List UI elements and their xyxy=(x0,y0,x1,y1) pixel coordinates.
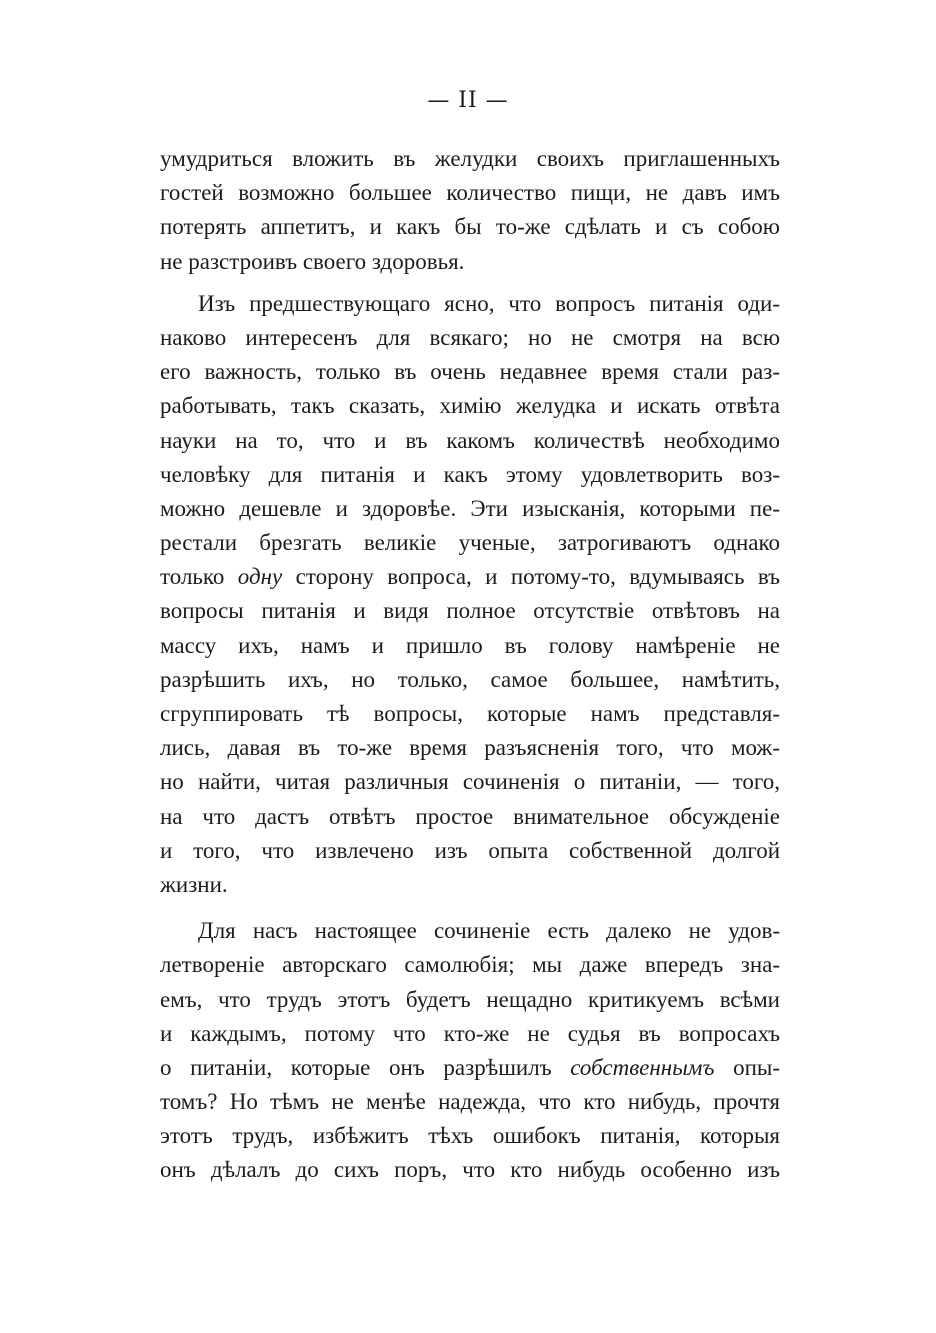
line-text: сторону вопроса, и потому-то, вдумываясь въ xyxy=(282,564,780,590)
text-line: науки на то, что и въ какомъ количествѣ необходимо xyxy=(160,427,780,453)
text-line: не разстроивъ своего здоровья. xyxy=(160,248,465,274)
text-line-with-italic xyxy=(160,1051,780,1085)
text-line: жизни. xyxy=(160,871,228,897)
text-line: умудриться вложить въ желудки своихъ приглашенныхъ xyxy=(160,146,780,171)
line-text: опы- xyxy=(714,1054,781,1080)
text-line: томъ? Но тѣмъ не менѣе надежда, что кто нибудь, прочтя xyxy=(160,1089,780,1115)
body-text xyxy=(160,142,780,1188)
line-text: только xyxy=(160,564,238,590)
text-line: можно дешевле и здоровѣе. Эти изысканія, которыми пе- xyxy=(160,495,780,521)
page-number: — II — xyxy=(427,88,509,113)
text-line: разрѣшить ихъ, но только, самое большее, намѣтить, xyxy=(160,666,780,692)
text-line: онъ дѣлалъ до сихъ поръ, что кто нибудь особенно изъ xyxy=(160,1157,780,1183)
text-line: массу ихъ, намъ и пришло въ голову намѣреніе не xyxy=(160,632,780,658)
text-line: гостей возможно большее количество пищи, не давъ имъ xyxy=(160,180,780,206)
text-line: человѣку для питанія и какъ этому удовлетворить воз- xyxy=(160,461,780,487)
text-line: емъ, что трудъ этотъ будетъ нещадно критикуемъ всѣми xyxy=(160,986,780,1012)
text-line: этотъ трудъ, избѣжитъ тѣхъ ошибокъ питанія, которыя xyxy=(160,1123,780,1149)
text-line: летвореніе авторскаго самолюбія; мы даже впередъ зна- xyxy=(160,952,780,978)
text-line: лись, давая въ то-же время разъясненія того, что мож- xyxy=(160,735,780,761)
text-line: вопросы питанія и видя полное отсутствіе отвѣтовъ на xyxy=(160,598,780,624)
text-line: и того, что извлечено изъ опыта собственной долгой xyxy=(160,837,780,863)
text-line: сгруппировать тѣ вопросы, которые намъ представля- xyxy=(160,701,780,726)
text-line: рестали брезгать великіе ученые, затрогиваютъ однако xyxy=(160,530,780,556)
text-line: его важность, только въ очень недавнее время стали раз- xyxy=(160,359,780,385)
text-line: Для насъ настоящее сочиненіе есть далеко не удов- xyxy=(198,918,780,944)
text-line: потерять аппетитъ, и какъ бы то-же сдѣлать и съ собою xyxy=(160,214,780,240)
text-line: и каждымъ, потому что кто-же не судья въ вопросахъ xyxy=(160,1020,780,1046)
text-line: но найти, читая различныя сочиненія о питаніи, — того, xyxy=(160,769,780,795)
italic-word: собственнымъ xyxy=(570,1054,715,1080)
line-text: о питаніи, которые онъ разрѣшилъ xyxy=(160,1054,571,1080)
text-line: Изъ предшествующаго ясно, что вопросъ питанія оди- xyxy=(198,290,780,316)
text-line: наково интересенъ для всякаго; но не смотря на всю xyxy=(160,324,780,350)
text-line-with-italic xyxy=(160,560,780,594)
text-line: на что дастъ отвѣтъ простое внимательное обсужденіе xyxy=(160,803,780,829)
italic-word: одну xyxy=(237,564,283,590)
text-line: работывать, такъ сказать, химію желудка и искать отвѣта xyxy=(160,393,780,419)
